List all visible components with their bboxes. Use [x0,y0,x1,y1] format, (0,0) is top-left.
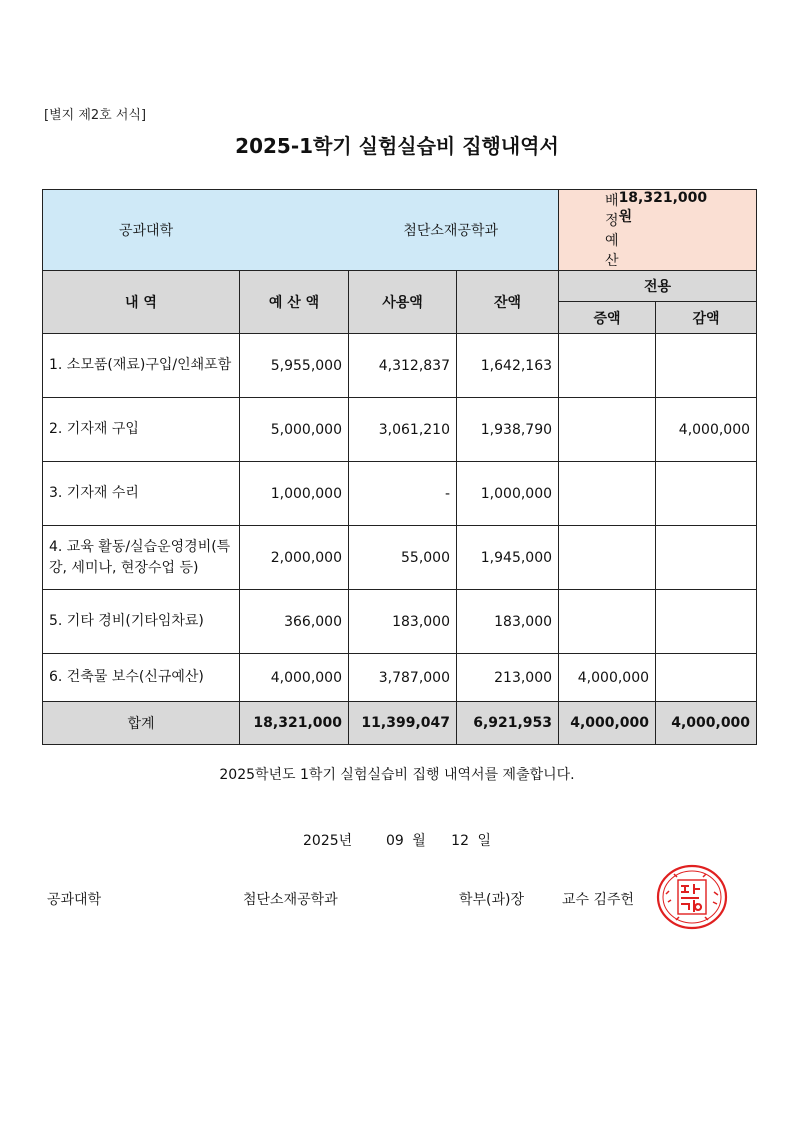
col-item-header: 내 역 [43,271,240,334]
college-name: 공과대학 [119,223,174,239]
row-budget: 5,955,000 [240,334,349,398]
signature-name: 교수 김주헌 [562,892,635,908]
signature-department: 첨단소재공학과 [243,892,338,908]
row-budget: 5,000,000 [240,398,349,462]
row-decrease [656,462,757,526]
row-budget: 1,000,000 [240,462,349,526]
table-row [43,654,757,702]
row-increase [559,398,656,462]
row-balance: 213,000 [457,654,559,702]
row-item: 3. 기자재 수리 [43,462,240,526]
col-used-header: 사용액 [349,271,457,334]
signature-role: 학부(과)장 [459,892,525,908]
total-decrease: 4,000,000 [656,702,757,745]
submission-date [0,830,794,850]
date-day: 12 [451,833,469,849]
row-increase: 4,000,000 [559,654,656,702]
row-budget: 366,000 [240,590,349,654]
table-row [43,462,757,526]
row-balance: 1,642,163 [457,334,559,398]
row-item: 4. 교육 활동/실습운영경비(특강, 세미나, 현장수업 등) [43,526,240,590]
row-increase [559,526,656,590]
row-increase [559,334,656,398]
allocated-budget-cell [559,190,757,271]
form-number: [별지 제2호 서식] [44,108,147,123]
row-balance: 1,945,000 [457,526,559,590]
date-month-unit: 월 [412,833,426,849]
date-month: 09 [385,833,404,849]
row-used: 3,787,000 [349,654,457,702]
row-decrease [656,590,757,654]
table-header-info [43,190,757,271]
total-used: 11,399,047 [349,702,457,745]
col-balance-header: 잔액 [457,271,559,334]
department-name: 첨단소재공학과 [403,223,499,239]
table-row [43,398,757,462]
row-increase [559,462,656,526]
row-balance: 1,000,000 [457,462,559,526]
row-budget: 4,000,000 [240,654,349,702]
submission-statement: 2025학년도 1학기 실험실습비 집행 내역서를 제출합니다. [219,767,575,783]
expense-table [42,189,757,745]
signature-college: 공과대학 [47,892,102,908]
col-budget-header: 예 산 액 [240,271,349,334]
row-increase [559,590,656,654]
total-budget: 18,321,000 [240,702,349,745]
row-used: 4,312,837 [349,334,457,398]
col-increase-header: 증액 [559,302,656,334]
row-item: 2. 기자재 구입 [43,398,240,462]
table-row [43,526,757,590]
date-day-unit: 일 [477,833,491,849]
total-row [43,702,757,745]
table-row [43,590,757,654]
college-info-cell [43,190,559,271]
col-decrease-header: 감액 [656,302,757,334]
department-head-seal-icon [656,864,728,930]
document-title: 2025-1학기 실험실습비 집행내역서 [235,134,559,158]
table-row [43,334,757,398]
row-used: 3,061,210 [349,398,457,462]
row-budget: 2,000,000 [240,526,349,590]
row-balance: 1,938,790 [457,398,559,462]
col-transfer-header: 전용 [559,271,757,302]
column-header-row [43,271,757,302]
row-used: 55,000 [349,526,457,590]
total-increase: 4,000,000 [559,702,656,745]
row-item: 1. 소모품(재료)구입/인쇄포함 [43,334,240,398]
row-used: 183,000 [349,590,457,654]
row-decrease [656,526,757,590]
row-used: - [349,462,457,526]
allocated-budget-label: 배정예산 [605,193,619,269]
row-balance: 183,000 [457,590,559,654]
row-decrease [656,654,757,702]
row-decrease [656,334,757,398]
row-item: 6. 건축물 보수(신규예산) [43,654,240,702]
date-year: 2025년 [303,833,353,849]
total-balance: 6,921,953 [457,702,559,745]
row-item: 5. 기타 경비(기타임차료) [43,590,240,654]
allocated-budget-amount: 18,321,000 원 [618,190,708,225]
row-decrease: 4,000,000 [656,398,757,462]
total-label: 합계 [43,702,240,745]
